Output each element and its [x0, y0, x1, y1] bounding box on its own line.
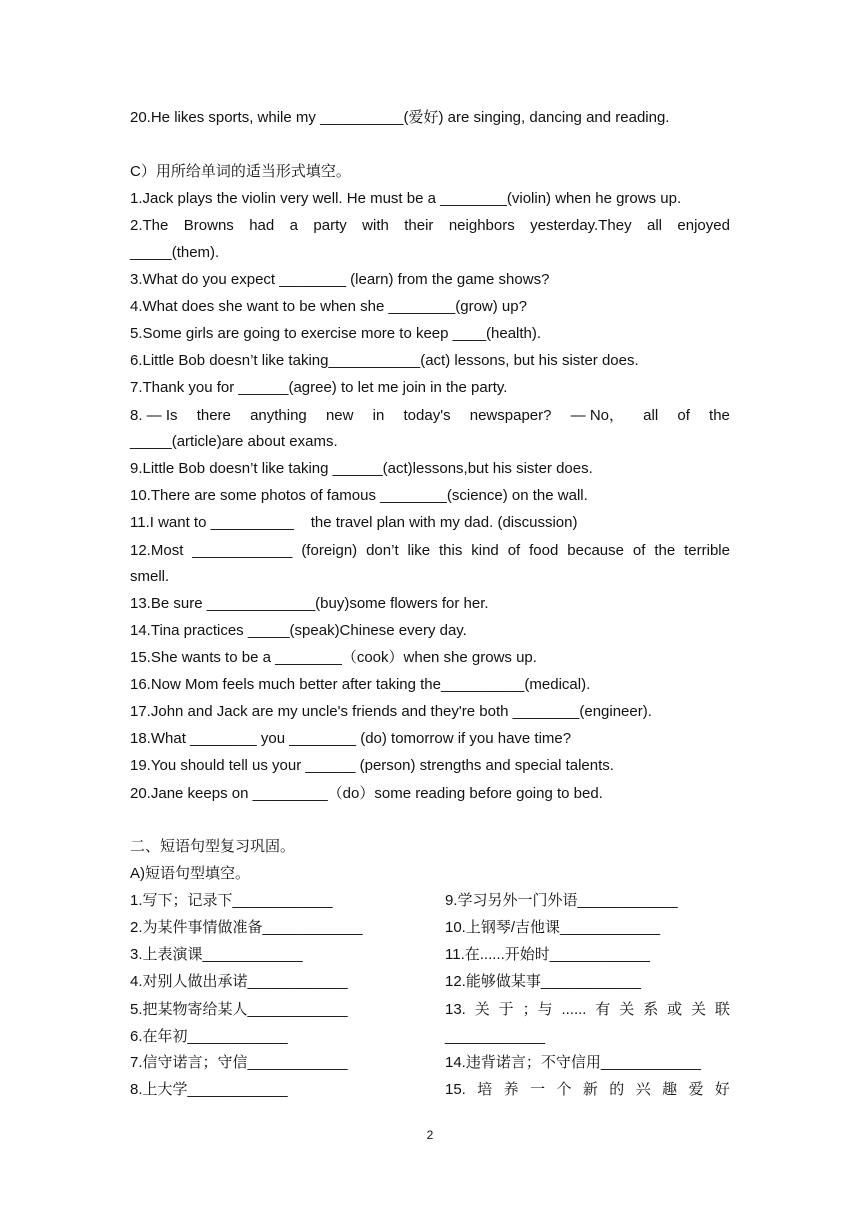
word: 12.Most — [130, 542, 184, 559]
word: Browns — [183, 217, 234, 234]
word: ____________ — [192, 542, 293, 559]
phrase-item-13-line-1 — [445, 1001, 730, 1019]
word: don’t — [366, 542, 399, 559]
word: kind — [471, 542, 499, 559]
exercise-c-item-11: 11.I want to __________ the travel plan with my dad. (discussion) — [130, 514, 578, 531]
word: ；与 — [522, 1001, 553, 1018]
exercise-c-item-16: 16.Now Mom feels much better after taking the__________(medical). — [130, 676, 591, 693]
phrase-item-10: 10.上钢琴/吉他课____________ — [445, 919, 661, 936]
exercise-c-item-12-line-2: smell. — [130, 568, 170, 585]
phrase-item-1: 1.写下；记录下____________ — [130, 892, 333, 909]
exercise-c-item-12-line-1 — [130, 542, 730, 560]
word: all — [643, 407, 659, 424]
phrase-item-13-line-2: ____________ — [445, 1028, 546, 1045]
word: 个 — [556, 1081, 572, 1098]
word: in — [372, 407, 385, 424]
phrase-item-8: 8.上大学____________ — [130, 1081, 288, 1098]
exercise-c-item-8-line-1 — [130, 407, 730, 425]
word: a — [289, 217, 298, 234]
exercise-c-item-2-line-1 — [130, 217, 730, 235]
page-number: 2 — [426, 1128, 434, 1142]
phrase-item-6: 6.在年初____________ — [130, 1028, 288, 1045]
word: yesterday.They — [530, 217, 632, 234]
word: newspaper? — [469, 407, 552, 424]
word: 有 — [595, 1001, 611, 1018]
exercise-c-item-19: 19.You should tell us your ______ (person) strengths and special talents. — [130, 757, 614, 774]
word: neighbors — [448, 217, 515, 234]
word: ...... — [561, 1001, 587, 1018]
word: (foreign) — [301, 542, 358, 559]
phrase-item-3: 3.上表演课____________ — [130, 946, 303, 963]
word: their — [404, 217, 434, 234]
word: terrible — [684, 542, 730, 559]
word: the — [709, 407, 730, 424]
phrase-item-15 — [445, 1081, 730, 1099]
exercise-c-item-8-line-2: _____(article)are about exams. — [130, 433, 338, 450]
word: because — [567, 542, 624, 559]
word: enjoyed — [677, 217, 730, 234]
word: today's — [403, 407, 451, 424]
word: anything — [250, 407, 307, 424]
phrase-item-9: 9.学习另外一门外语____________ — [445, 892, 678, 909]
exercise-c-item-14: 14.Tina practices _____(speak)Chinese every day. — [130, 622, 467, 639]
phrase-item-7: 7.信守诺言；守信____________ — [130, 1054, 348, 1071]
word: — No， — [570, 407, 624, 424]
word: 关 — [474, 1001, 490, 1018]
exercise-c-item-7: 7.Thank you for ______(agree) to let me join in the party. — [130, 379, 508, 396]
exercise-c-item-9: 9.Little Bob doesn’t like taking ______(act)lessons,but his sister does. — [130, 460, 593, 477]
word: of — [507, 542, 521, 559]
section-c-heading: C）用所给单词的适当形式填空。 — [130, 163, 351, 180]
exercise-c-item-18: 18.What ________ you ________ (do) tomorrow if you have time? — [130, 730, 572, 747]
phrase-item-5: 5.把某物寄给某人____________ — [130, 1001, 348, 1018]
word: 的 — [609, 1081, 625, 1098]
word: 培 — [477, 1081, 493, 1098]
word: 养 — [503, 1081, 519, 1098]
exercise-c-item-15: 15.She wants to be a ________（cook）when she grows up. — [130, 649, 537, 666]
word: 系 — [643, 1001, 659, 1018]
word: food — [529, 542, 559, 559]
exercise-c-item-3: 3.What do you expect ________ (learn) from the game shows? — [130, 271, 550, 288]
word: 2.The — [130, 217, 169, 234]
word: 15. — [445, 1081, 466, 1098]
section-2-subheading: A)短语句型填空。 — [130, 865, 251, 882]
word: had — [249, 217, 275, 234]
word: this — [438, 542, 463, 559]
word: all — [646, 217, 662, 234]
exercise-c-item-1: 1.Jack plays the violin very well. He must be a ________(violin) when he grows up. — [130, 190, 682, 207]
word: like — [407, 542, 431, 559]
phrase-item-12: 12.能够做某事____________ — [445, 973, 641, 990]
word: 关 — [691, 1001, 707, 1018]
word: 一 — [530, 1081, 546, 1098]
word: 爱 — [688, 1081, 704, 1098]
word: 关 — [619, 1001, 635, 1018]
word: new — [325, 407, 354, 424]
exercise-c-item-5: 5.Some girls are going to exercise more to keep ____(health). — [130, 325, 542, 342]
exercise-c-item-2-line-2: _____(them). — [130, 244, 220, 261]
word: 联 — [714, 1001, 730, 1018]
word: 好 — [714, 1081, 730, 1098]
exercise-c-item-10: 10.There are some photos of famous ________(science) on the wall. — [130, 487, 588, 504]
phrase-item-2: 2.为某件事情做准备____________ — [130, 919, 363, 936]
exercise-c-item-20: 20.Jane keeps on _________（do）some reading before going to bed. — [130, 785, 603, 802]
word: 于 — [498, 1001, 514, 1018]
phrase-item-11: 11.在......开始时____________ — [445, 946, 650, 963]
exercise-c-item-13: 13.Be sure _____________(buy)some flowers for her. — [130, 595, 489, 612]
exercise-c-item-17: 17.John and Jack are my uncle's friends and they're both ________(engineer). — [130, 703, 652, 720]
exercise-a-item-20: 20.He likes sports, while my __________(爱好) are singing, dancing and reading. — [130, 109, 670, 126]
exercise-c-item-4: 4.What does she want to be when she ________(grow) up? — [130, 298, 527, 315]
word: 或 — [667, 1001, 683, 1018]
word: 兴 — [635, 1081, 651, 1098]
word: 13. — [445, 1001, 466, 1018]
word: of — [677, 407, 690, 424]
word: the — [654, 542, 676, 559]
word: party — [313, 217, 347, 234]
phrase-item-4: 4.对别人做出承诺____________ — [130, 973, 348, 990]
word: 新 — [582, 1081, 598, 1098]
word: with — [362, 217, 389, 234]
word: 8. — Is — [130, 407, 178, 424]
phrase-item-14: 14.违背诺言；不守信用____________ — [445, 1054, 701, 1071]
section-2-heading: 二、短语句型复习巩固。 — [130, 838, 296, 855]
word: there — [196, 407, 231, 424]
word: of — [632, 542, 646, 559]
word: 趣 — [662, 1081, 678, 1098]
exercise-c-item-6: 6.Little Bob doesn’t like taking___________(act) lessons, but his sister does. — [130, 352, 639, 369]
